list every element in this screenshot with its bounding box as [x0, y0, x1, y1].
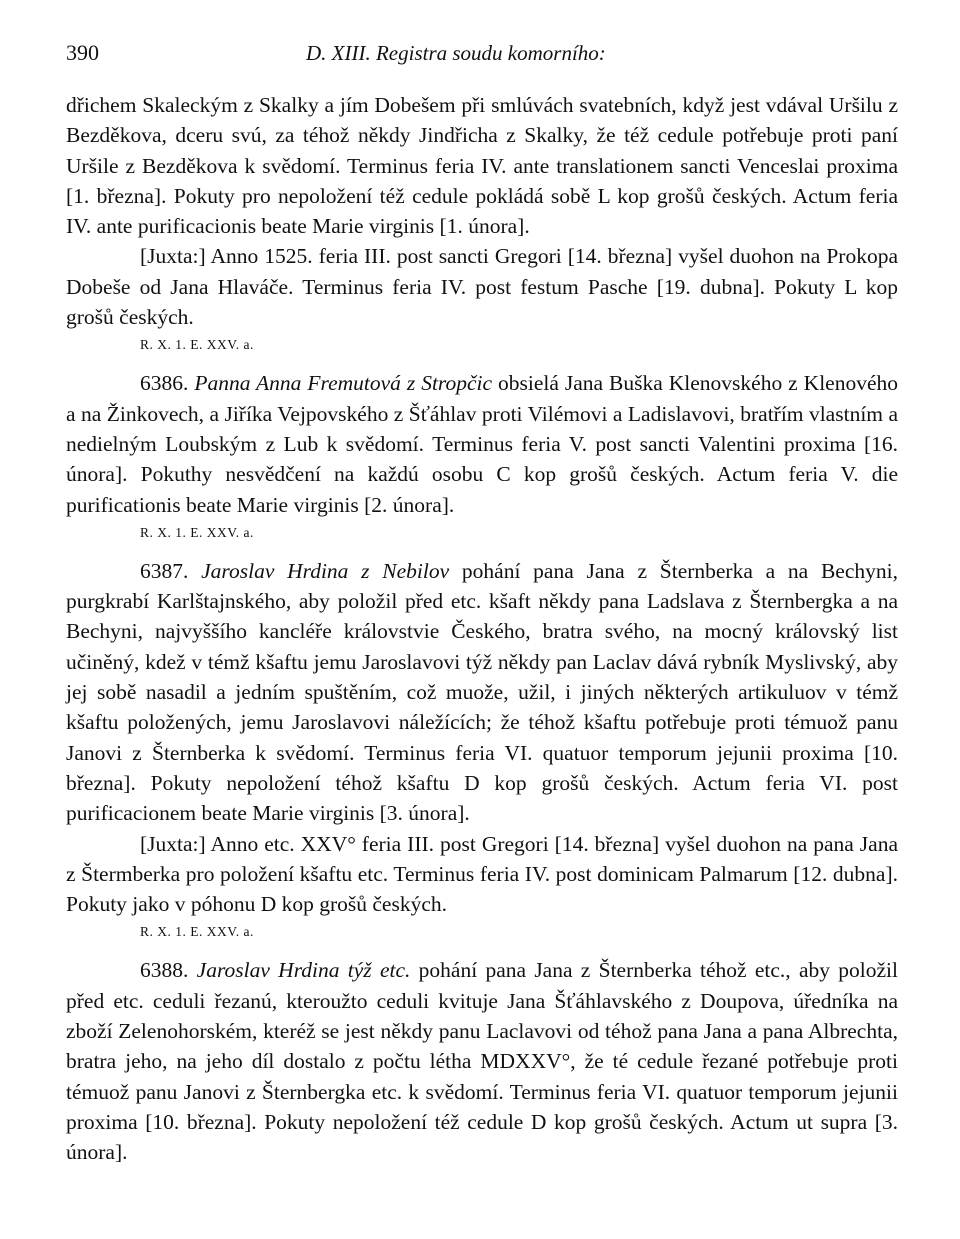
running-title: D. XIII. Registra soudu komorního: [306, 41, 606, 65]
entry-number: 6386. [140, 371, 189, 396]
entry-number: 6388. [140, 958, 189, 983]
source-reference: R. X. 1. E. XXV. a. [140, 924, 254, 940]
entry-names: Jaroslav Hrdina z Nebilov [201, 558, 450, 583]
entry-6386 [66, 368, 898, 545]
source-reference: R. X. 1. E. XXV. a. [140, 524, 254, 540]
page-number: 390 [66, 40, 99, 65]
source-reference: R. X. 1. E. XXV. a. [140, 337, 254, 353]
entry-paragraph [66, 955, 898, 1167]
entry-names: Panna Anna Fremutová z Stropčic [194, 371, 493, 396]
entry-names: Jaroslav Hrdina týž etc. [196, 958, 411, 983]
entry-text: pohání pana Jana z Šternberka téhož etc., aby položil před etc. ceduli řezanú, kteroužto ceduli kvituje Jana Šťáhlavského z Doupova, úředníka na zboží Zelenohorském, kteréž se jest někdy panu Laclavovi od téhož pana Jana a pana Albrechta, bratra jeho, na jeho díl dostalo z počtu létha MDXXV°, že té cedule řezané potřebuje proti témuož panu Janovi z Šternbergka etc. k svědomí. Terminus feria VI. quatuor temporum jejunii proxima [10. března]. Pokuty nepoložení též cedule D kop grošů českých. Actum ut supra [3. února]. [66, 958, 898, 1165]
entry-text: obsielá Jana Buška Klenovského z Klenového a na Žinkovech, a Jiříka Vejpovského z Šťáhlav proti Vilémovi a Ladislavovi, bratřím vlastním a nedielným Loubským z Lub k svědomí. Terminus feria V. post sancti Valentini proxima [16. února]. Pokuthy nesvědčení na každú osobu C kop grošů českých. Actum feria V. die purificationis beate Marie virginis [2. února]. [66, 371, 899, 517]
entry-6387 [66, 556, 898, 946]
continued-paragraph: dřichem Skaleckým z Skalky a jím Dobešem při smlúvách svatebních, když jest vdával Uršilu z Bezděkova, dceru svú, za téhož někdy Jindřicha z Skalky, že též cedule potřebuje proti paní Uršile z Bezděkova k svědomí. Terminus feria IV. ante translationem sancti Venceslai proxima [1. března]. Pokuty pro nepoložení též cedule pokládá sobě L kop grošů českých. Actum feria IV. ante purificacionis beate Marie virginis [1. února]. [66, 93, 898, 239]
entry-paragraph [66, 368, 898, 519]
juxta-note: [Juxta:] Anno 1525. feria III. post sancti Gregori [14. března] vyšel duohon na Prokopa Dobeše od Jana Hlaváče. Terminus feria IV. post festum Pasche [19. dubna]. Pokuty L kop grošů českých. [66, 244, 898, 330]
juxta-note: [Juxta:] Anno etc. XXV° feria III. post Gregori [14. března] vyšel duohon na pana Jana z Štermberka pro položení kšaftu etc. Terminus feria IV. post dominicam Palmarum [12. dubna]. Pokuty jako v póhonu D kop grošů českých. [66, 831, 898, 917]
entry-text: pohání pana Jana z Šternberka a na Bechyni, purgkrabí Karlštajnského, aby položil před etc. kšaft někdy pana Ladslava z Šternbergka a na Bechyni, najvyššího kancléře královstvie Českého, bratra svého, na mocný královský list učiněný, kdež v témž kšaftu jemu Jaroslavovi týž někdy pan Laclav dává rybník Myslivský, aby jej sobě nasadil a jedním spuštěním, což muože, užil, i jiných některých artikuluov v témž kšaftu položených, jemu Jaroslavovi náležících; že téhož kšaftu potřebuje proti témuož panu Janovi z Šternberka k svědomí. Terminus feria VI. quatuor temporum jejunii proxima [10. března]. Pokuty nepoložení téhož kšaftu D kop grošů českých. Actum feria VI. post purificacionem beate Marie virginis [3. února]. [66, 558, 898, 826]
entry-6388 [66, 955, 898, 1167]
page-header [66, 38, 898, 74]
entry-paragraph [66, 556, 898, 829]
entry-number: 6387. [140, 558, 189, 583]
